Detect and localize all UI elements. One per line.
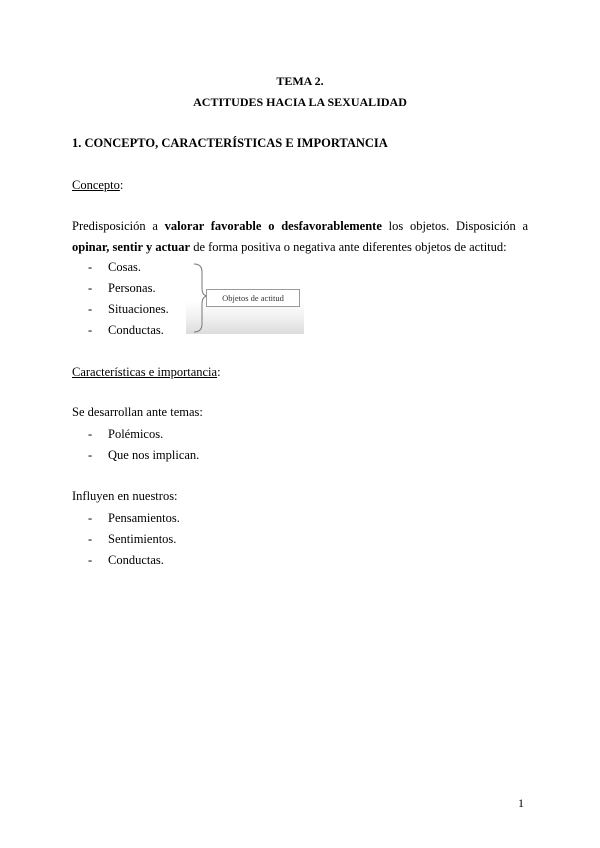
list-item: - Polémicos. [88,424,199,445]
influence-intro: Influyen en nuestros: [72,489,178,503]
paragraph-bold-1: valorar favorable o desfavorablemente [164,219,382,233]
list-item: - Personas. [88,278,169,299]
list-dash: - [88,553,93,567]
list-item: - Que nos implican. [88,445,199,466]
list-dash: - [88,302,93,316]
list-item: - Cosas. [88,257,169,278]
list-dash: - [88,427,93,441]
list-item: - Conductas. [88,320,169,341]
list-item: - Conductas. [88,550,180,571]
page-number: 1 [518,796,524,810]
paragraph-text-2: los objetos. Disposición a [381,219,528,233]
list-item: - Situaciones. [88,299,169,320]
concept-subheading [72,178,123,193]
objects-diagram [186,262,304,334]
list-dash: - [88,511,93,525]
list-item: - Pensamientos. [88,508,180,529]
paragraph-bold-2: opinar, sentir y actuar [72,240,191,254]
influence-list [88,508,180,571]
characteristics-label: Características e importancia [72,365,218,379]
diagram-label-box: Objetos de actitud [206,289,300,307]
list-item: - Sentimientos. [88,529,180,550]
paragraph-text-1: Predisposición a [72,219,165,233]
develop-list [88,424,199,466]
paragraph-text-3: de forma positiva o negativa ante diferentes objetos de actitud: [190,240,507,254]
list-dash: - [88,323,93,337]
concept-label: Concepto [72,178,120,192]
topic-number: TEMA 2. [276,74,324,88]
document-title: ACTITUDES HACIA LA SEXUALIDAD [193,95,407,109]
list-dash: - [88,448,93,462]
section-heading: 1. CONCEPTO, CARACTERÍSTICAS E IMPORTANCIA [72,136,388,150]
concept-paragraph [72,216,528,258]
list-dash: - [88,532,93,546]
list-dash: - [88,281,93,295]
objects-list [88,257,169,341]
list-dash: - [88,260,93,274]
develop-intro: Se desarrollan ante temas: [72,405,203,419]
characteristics-subheading [72,365,221,380]
characteristics-colon: : [217,365,221,379]
concept-colon: : [119,178,124,192]
